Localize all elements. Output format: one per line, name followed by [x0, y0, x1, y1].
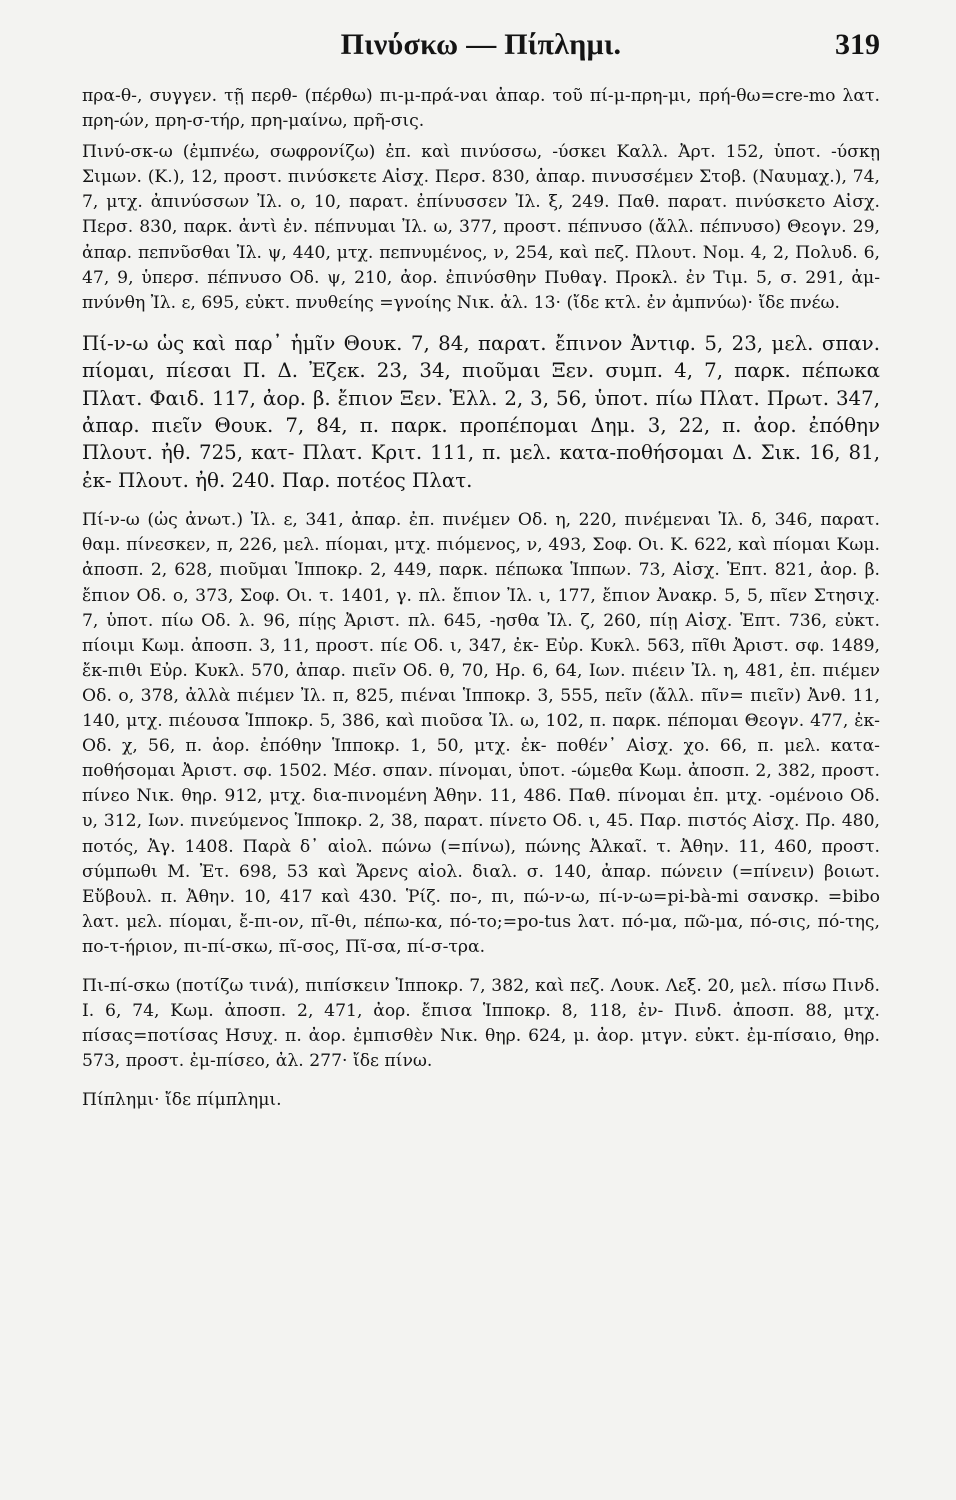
entry-pino-paragraph: Πί-ν-ω ὡς καὶ παρ᾽ ἡμῖν Θουκ. 7, 84, παρατ. ἔπινον Ἀντιφ. 5, 23, μελ. σπαν. πίομαι, πίεσαι Π. Δ. Ἐζεκ. 23, 34, πιοῦμαι Ξεν. συμπ. 4, 7, παρκ. πέπωκα Πλατ. Φαιδ. 117, ἀορ. β. ἔπιον Ξεν. Ἑλλ. 2, 3, 56, ὑποτ. πίω Πλατ. Πρωτ. 347, ἀπαρ. πιεῖν Θουκ. 7, 84, π. παρκ. προπέπομαι Δημ. 3, 22, π. ἀορ. ἐπόθην Πλουτ. ἠθ. 725, κατ- Πλατ. Κριτ. 111, π. μελ. κατα-ποθήσομαι Δ. Σικ. 16, 81, ἐκ- Πλουτ. ἠθ. 240. Παρ. ποτέος Πλατ. — [82, 331, 880, 492]
page-header — [82, 28, 880, 78]
entry-pipisko-paragraph: Πι-πί-σκω (ποτίζω τινά), πιπίσκειν Ἱπποκρ. 7, 382, καὶ πεζ. Λουκ. Λεξ. 20, μελ. πίσω Πινδ. Ι. 6, 74, Κωμ. ἀποσπ. 2, 471, ἀορ. ἔπισα Ἱπποκρ. 8, 118, ἐν- Πινδ. ἀποσπ. 88, μτχ. πίσας=ποτίσας Ησυχ. π. ἀορ. ἐμπισθὲν Νικ. θηρ. 624, μ. ἀορ. μτγν. εὐκτ. ἐμ-πίσαιο, θηρ. 573, προστ. ἐμ-πίσεο, ἀλ. 277· ἴδε πίνω. — [82, 975, 880, 1072]
entry-pinysko-paragraph: Πινύ-σκ-ω (ἐμπνέω, σωφρονίζω) ἐπ. καὶ πινύσσω, -ύσκει Καλλ. Ἀρτ. 152, ὑποτ. -ύσκῃ Σιμων. (Κ.), 12, προστ. πινύσκετε Αἰσχ. Περσ. 830, ἀπαρ. πινυσσέμεν Στοβ. (Ναυμαχ.), 74, 7, μτχ. ἀπινύσσων Ἰλ. ο, 10, παρατ. ἐπίνυσσεν Ἰλ. ξ, 249. Παθ. παρατ. πινύσκετο Αἰσχ. Περσ. 830, παρκ. ἀντὶ ἐν. πέπνυμαι Ἰλ. ω, 377, προστ. πέπνυσο (ἄλλ. πέπνυσο) Θεογν. 29, ἀπαρ. πεπνῦσθαι Ἰλ. ψ, 440, μτχ. πεπνυμένος, ν, 254, καὶ πεζ. Πλουτ. Νομ. 4, 2, Πολυδ. 6, 47, 9, ὑπερσ. πέπνυσο Οδ. ψ, 210, ἀορ. ἐπινύσθην Πυθαγ. Προκλ. ἐν Τιμ. 5, σ. 291, ἀμ-πνύνθη Ἰλ. ε, 695, εὐκτ. πνυθείης =γνοίης Νικ. ἀλ. 13· (ἴδε κτλ. ἐν ἀμπνύω)· ἴδε πνέω. — [82, 142, 880, 313]
entry-piplemi-paragraph: Πίπλημι· ἴδε πίμπλημι. — [82, 1090, 282, 1111]
running-title: Πινύσκω — Πίπλημι. — [340, 28, 622, 61]
page-number: 319 — [835, 28, 880, 61]
entry-pino-detail-paragraph: Πί-ν-ω (ὡς ἀνωτ.) Ἰλ. ε, 341, ἀπαρ. ἐπ. πινέμεν Οδ. η, 220, πινέμεναι Ἰλ. δ, 346, παρατ. θαμ. πίνεσκεν, π, 226, μελ. πίομαι, μτχ. πιόμενος, ν, 493, Σοφ. Οι. Κ. 622, καὶ πίομαι Κωμ. ἀποσπ. 2, 628, πιοῦμαι Ἱπποκρ. 2, 449, παρκ. πέπωκα Ἱππων. 73, Αἰσχ. Ἑπτ. 821, ἀορ. β. ἔπιον Οδ. ο, 373, Σοφ. Οι. τ. 1401, γ. πλ. ἔπιον Ἰλ. ι, 177, ἔπιον Ἀνακρ. 5, 5, πῖεν Στησιχ. 7, ὑποτ. πίω Οδ. λ. 96, πίῃς Ἀριστ. πλ. 645, -ησθα Ἰλ. ζ, 260, πίῃ Αἰσχ. Ἑπτ. 736, εὐκτ. πίοιμι Κωμ. ἀποσπ. 3, 11, προστ. πίε Οδ. ι, 347, ἐκ- Εὐρ. Κυκλ. 563, πῖθι Ἀριστ. σφ. 1489, ἔκ-πιθι Εὐρ. Κυκλ. 570, ἀπαρ. πιεῖν Οδ. θ, 70, Ηρ. 6, 64, Ιων. πιέειν Ἰλ. η, 481, ἐπ. πιέμεν Οδ. ο, 378, ἀλλὰ πιέμεν Ἰλ. π, 825, πιέναι Ἱπποκρ. 3, 555, πεῖν (ἄλλ. πῖν= πιεῖν) Ἀνθ. 11, 140, μτχ. πιέουσα Ἱπποκρ. 5, 386, καὶ πιοῦσα Ἰλ. ω, 102, π. παρκ. πέπομαι Θεογν. 477, ἐκ- Οδ. χ, 56, π. ἀορ. ἐπόθην Ἱπποκρ. 1, 50, μτχ. ἐκ- ποθέν᾽ Αἰσχ. χο. 66, π. μελ. κατα-ποθήσομαι Ἀριστ. σφ. 1502. Μέσ. σπαν. πίνομαι, ὑποτ. -ώμεθα Κωμ. ἀποσπ. 2, 382, προστ. πίνεο Νικ. θηρ. 912, μτχ. δια-πινομένη Ἀθην. 11, 486. Παθ. πίνομαι ἐπ. μτχ. -ομένοιο Οδ. υ, 312, Ιων. πινεύμενος Ἱπποκρ. 2, 38, παρατ. πίνετο Οδ. ι, 45. Παρ. πιστός Αἰσχ. Πρ. 480, ποτός, Ἀγ. 1408. Παρὰ δ᾽ αἰολ. πώνω (=πίνω), πώνης Ἀλκαῖ. τ. Ἀθην. 11, 460, προστ. σύμπωθι Μ. Ἐτ. 698, 53 καὶ Ἄρενς αἰολ. διαλ. σ. 140, ἀπαρ. πώνειν (=πίνειν) βοιωτ. Εὔβουλ. π. Ἀθην. 10, 417 καὶ 430. Ῥίζ. πο-, πι, πώ-ν-ω, πί-ν-ω=pi-bà-mi σανσκρ. =bibo λατ. μελ. πίομαι, ἔ-πι-ον, πῖ-θι, πέπω-κα, πό-το;=po-tus λατ. πό-μα, πῶ-μα, πό-σις, πό-της, πο-τ-ήριον, πι-πί-σκω, πῖ-σος, Πῖ-σα, πί-σ-τρα. — [82, 510, 880, 957]
entry-pratha-paragraph: πρα-θ-, συγγεν. τῇ περθ- (πέρθω) πι-μ-πρά-ναι ἀπαρ. τοῦ πί-μ-πρη-μι, πρή-θω=cre-mo λατ. πρη-ών, πρη-σ-τήρ, πρη-μαίνω, πρῆ-σις. — [82, 86, 880, 132]
